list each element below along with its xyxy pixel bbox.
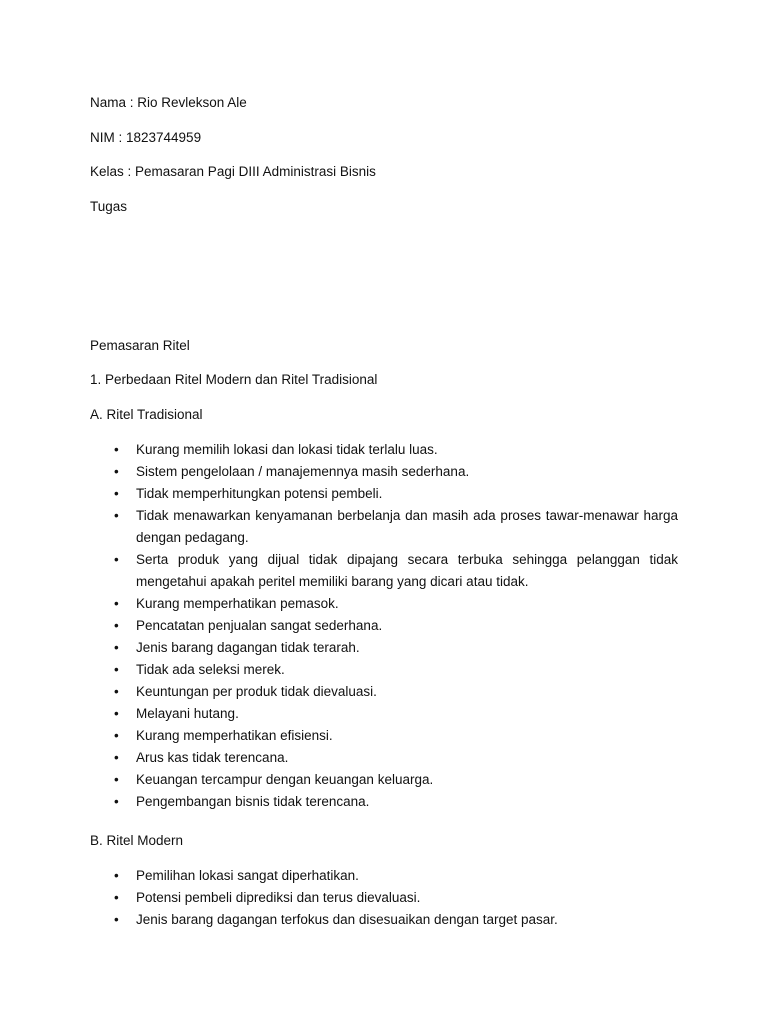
list-item: • Sistem pengelolaan / manajemennya masih sederhana. bbox=[90, 461, 678, 483]
bullet-icon: • bbox=[114, 890, 119, 905]
list-item: • Keuntungan per produk tidak dievaluasi. bbox=[90, 681, 678, 703]
list-item: • Kurang memperhatikan pemasok. bbox=[90, 593, 678, 615]
question-heading: 1. Perbedaan Ritel Modern dan Ritel Tradisional bbox=[90, 372, 378, 387]
bullet-icon: • bbox=[114, 442, 119, 457]
bullet-icon: • bbox=[114, 596, 119, 611]
list-item: • Pencatatan penjualan sangat sederhana. bbox=[90, 615, 678, 637]
bullet-icon: • bbox=[114, 464, 119, 479]
list-item: • Arus kas tidak terencana. bbox=[90, 747, 678, 769]
section-a-heading: A. Ritel Tradisional bbox=[90, 407, 203, 422]
list-item: • Melayani hutang. bbox=[90, 703, 678, 725]
document-title: Pemasaran Ritel bbox=[90, 338, 190, 353]
bullet-icon: • bbox=[114, 728, 119, 743]
section-a-list bbox=[90, 439, 678, 813]
bullet-icon: • bbox=[114, 912, 119, 927]
assignment-label: Tugas bbox=[90, 199, 128, 214]
list-item: • Pengembangan bisnis tidak terencana. bbox=[90, 791, 678, 813]
bullet-icon: • bbox=[114, 552, 119, 567]
list-item: • Tidak memperhitungkan potensi pembeli. bbox=[90, 483, 678, 505]
list-item: • Tidak menawarkan kenyamanan berbelanja dan masih ada proses tawar-menawar harga dengan pedagang. bbox=[90, 505, 678, 549]
bullet-icon: • bbox=[114, 662, 119, 677]
bullet-icon: • bbox=[114, 508, 119, 523]
bullet-icon: • bbox=[114, 868, 119, 883]
list-item: • Jenis barang dagangan tidak terarah. bbox=[90, 637, 678, 659]
section-b-heading: B. Ritel Modern bbox=[90, 833, 184, 848]
bullet-icon: • bbox=[114, 486, 119, 501]
list-item: • Pemilihan lokasi sangat diperhatikan. bbox=[90, 865, 678, 887]
bullet-icon: • bbox=[114, 772, 119, 787]
bullet-icon: • bbox=[114, 706, 119, 721]
bullet-icon: • bbox=[114, 684, 119, 699]
list-item: • Jenis barang dagangan terfokus dan disesuaikan dengan target pasar. bbox=[90, 909, 678, 931]
bullet-icon: • bbox=[114, 794, 119, 809]
list-item: • Tidak ada seleksi merek. bbox=[90, 659, 678, 681]
list-item: • Serta produk yang dijual tidak dipajang secara terbuka sehingga pelanggan tidak mengetahui apakah peritel memiliki barang yang dicari atau tidak. bbox=[90, 549, 678, 593]
student-class: Kelas : Pemasaran Pagi DIII Administrasi Bisnis bbox=[90, 164, 376, 179]
bullet-icon: • bbox=[114, 640, 119, 655]
list-item: • Potensi pembeli diprediksi dan terus dievaluasi. bbox=[90, 887, 678, 909]
list-item: • Kurang memperhatikan efisiensi. bbox=[90, 725, 678, 747]
list-item: • Keuangan tercampur dengan keuangan keluarga. bbox=[90, 769, 678, 791]
section-b-list bbox=[90, 865, 678, 931]
list-item: • Kurang memilih lokasi dan lokasi tidak terlalu luas. bbox=[90, 439, 678, 461]
bullet-icon: • bbox=[114, 618, 119, 633]
bullet-icon: • bbox=[114, 750, 119, 765]
student-name: Nama : Rio Revlekson Ale bbox=[90, 95, 247, 110]
student-nim: NIM : 1823744959 bbox=[90, 130, 202, 145]
